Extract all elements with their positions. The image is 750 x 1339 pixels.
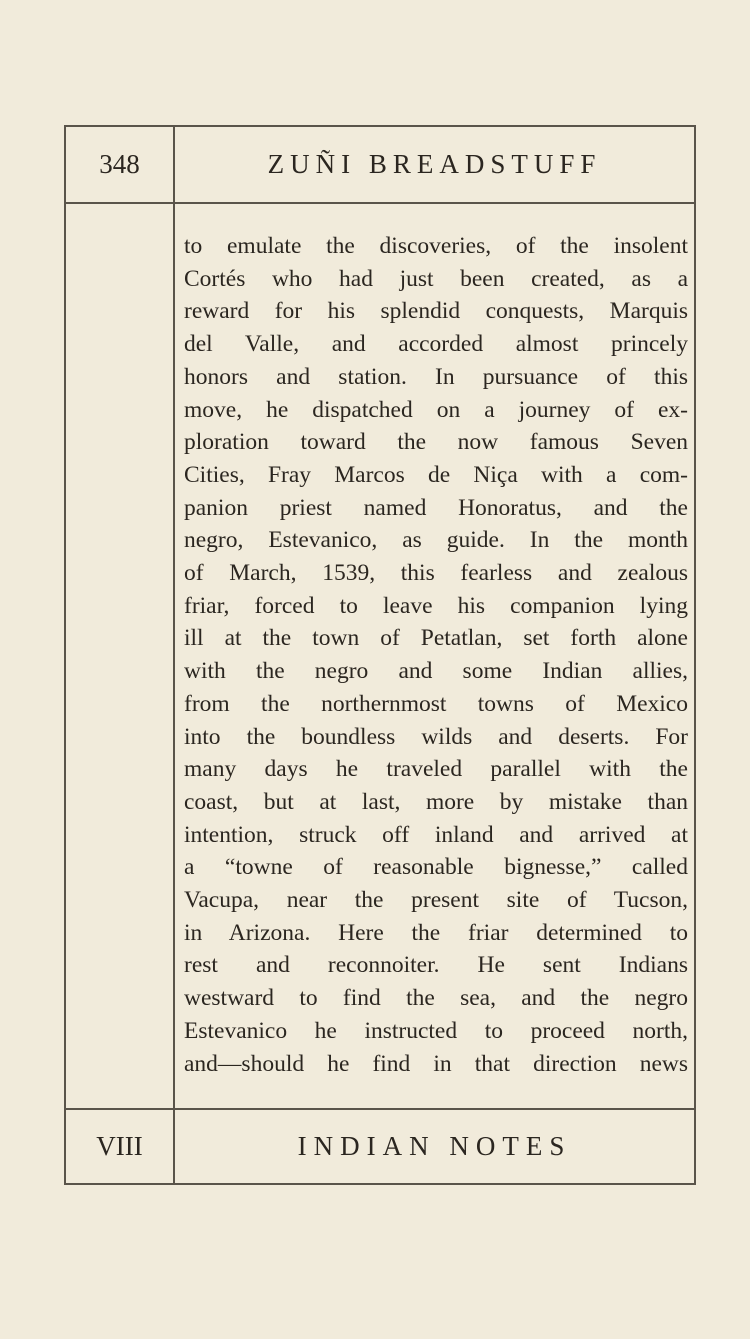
text-line: Estevanico he instructed to proceed north, bbox=[184, 1017, 688, 1044]
text-line: ploration toward the now famous Seven bbox=[184, 429, 688, 456]
text-line: intention, struck off inland and arrived at bbox=[184, 821, 688, 848]
text-line: many days he traveled parallel with the bbox=[184, 756, 688, 783]
text-line: friar, forced to leave his companion lying bbox=[184, 592, 688, 619]
text-line: a “towne of reasonable bignesse,” called bbox=[184, 854, 688, 881]
text-line: panion priest named Honoratus, and the bbox=[184, 494, 688, 521]
text-line: into the boundless wilds and deserts. For bbox=[184, 723, 688, 750]
volume-number: VIII bbox=[96, 1131, 143, 1161]
page-number: 348 bbox=[99, 149, 140, 179]
text-line: Vacupa, near the present site of Tucson, bbox=[184, 887, 688, 914]
text-line: reward for his splendid conquests, Marquis bbox=[184, 298, 688, 325]
text-line: in Arizona. Here the friar determined to bbox=[184, 919, 688, 946]
text-line: ill at the town of Petatlan, set forth alone bbox=[184, 625, 688, 652]
column-divider bbox=[173, 127, 175, 1183]
text-line: and—should he find in that direction news bbox=[184, 1050, 688, 1077]
text-line: negro, Estevanico, as guide. In the month bbox=[184, 527, 688, 554]
text-line: of March, 1539, this fearless and zealous bbox=[184, 560, 688, 587]
text-line: Cities, Fray Marcos de Niça with a com- bbox=[184, 461, 688, 488]
body-text bbox=[184, 230, 688, 1080]
text-line: move, he dispatched on a journey of ex- bbox=[184, 396, 688, 423]
text-line: from the northernmost towns of Mexico bbox=[184, 690, 688, 717]
text-line: westward to find the sea, and the negro bbox=[184, 985, 688, 1012]
text-line: honors and station. In pursuance of this bbox=[184, 363, 688, 390]
running-title: ZUÑI BREADSTUFF bbox=[267, 149, 602, 179]
text-line: Cortés who had just been created, as a bbox=[184, 265, 688, 292]
header-rule bbox=[66, 202, 694, 204]
text-line: coast, but at last, more by mistake than bbox=[184, 788, 688, 815]
text-line: to emulate the discoveries, of the insolent bbox=[184, 233, 688, 259]
series-title: INDIAN NOTES bbox=[297, 1131, 572, 1161]
text-line: rest and reconnoiter. He sent Indians bbox=[184, 952, 688, 979]
text-line: with the negro and some Indian allies, bbox=[184, 658, 688, 685]
text-line: del Valle, and accorded almost princely bbox=[184, 331, 688, 358]
